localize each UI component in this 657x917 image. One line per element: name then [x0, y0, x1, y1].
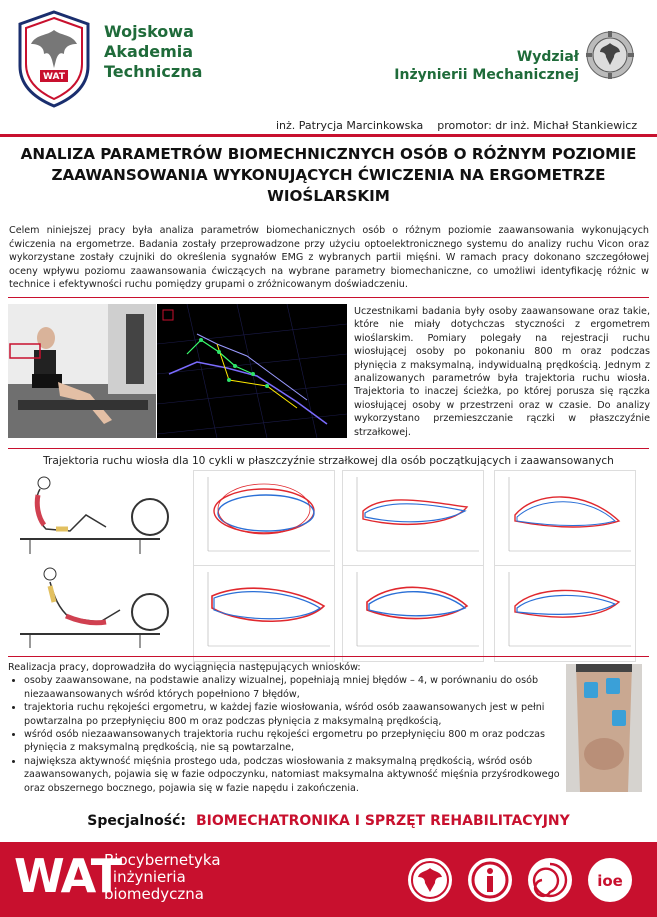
university-line: Wojskowa: [104, 22, 194, 41]
conclusion-item: • osoby zaawansowane, na podstawie analizy wizualnej, popełniają mniej błędów – 4, w porównaniu do osób niezaawansowanych wśród których popełniono 7 błędów,: [24, 674, 566, 701]
introduction-paragraph: Celem niniejszej pracy była analiza parametrów biomechanicznych osób o różnym poziomie zaawansowania wykonujących ćwiczenia na ergometrze. Badania zostały przeprowadzone przy użyciu optoelektronicznego systemu do analizy ruchu Vicon oraz wykorzystane zostały czujniki do określenia sygnałów EMG z wybranych partii mięśni. W ramach pracy dokonano szczegółowej oceny wpływu poziomu zaawansowania ćwiczących na wybrane parametry biomechaniczne, co umożliwi identyfikację różnic w technice i efektywności ruchu pomiędzy grupami o zróżnicowanym doświadczeniu.: [9, 225, 649, 291]
conclusions: [8, 661, 566, 795]
specialty-value: BIOMECHATRONIKA I SPRZĘT REHABILITACYJNY: [196, 813, 570, 829]
trajectory-plot: [494, 470, 636, 567]
rower-catch-illustration: [10, 469, 180, 559]
info-society-icon: [466, 856, 514, 904]
trajectory-plot: [342, 565, 484, 662]
trajectory-plot: [494, 565, 636, 662]
title-line: ANALIZA PARAMETRÓW BIOMECHNICZNYCH OSÓB O RÓŻNYM POZIOMIE: [20, 145, 637, 163]
trajectory-title: Trajektoria ruchu wiosła dla 10 cykli w płaszczyźnie strzałkowej dla osób początkujących i zaawansowanych: [43, 455, 614, 467]
department-line: Wydział: [516, 49, 579, 65]
university-line: Techniczna: [104, 62, 203, 81]
conclusions-lead: Realizacja pracy, doprowadziła do wyciągnięcia następujących wniosków:: [8, 662, 361, 673]
specialty-label: Specjalność:: [87, 813, 186, 829]
wat-logo-text: WAT: [43, 72, 65, 82]
authors: inż. Patrycja Marcinkowska promotor: dr inż. Michał Stankiewicz: [276, 119, 638, 132]
footer-line: Biocybernetyka: [104, 851, 221, 869]
title-line: WIOŚLARSKIM: [267, 187, 390, 205]
footer-line: biomedyczna: [104, 885, 204, 903]
conclusion-item: • największa aktywność mięśnia prostego uda, podczas wiosłowania z maksymalną prędkością, wśród osób zaawansowanych, pojawia się w fazie odpoczynku, natomiast maksymalna aktywność mięśnia przyśrodkowego oraz obszernego bocznego, pojawia się w fazie napędu i zakończenia.: [24, 755, 566, 795]
poster-title: [8, 144, 649, 207]
conclusion-item: • wśród osób niezaawansowanych trajektoria ruchu rękojeści ergometru po przepłynięciu 800 m oraz podczas płynięcia z maksymalną prędkością, nie są powtarzalne,: [24, 728, 566, 755]
rowing-photo: [8, 304, 156, 438]
section-divider: [8, 448, 649, 449]
conclusion-item: • trajektoria ruchu rękojeści ergometru, w każdej fazie wiosłowania, wśród osób zaawansowanych jest w pełni powtarzalna po przepłynięciu 800 m oraz podczas płynięcia z maksymalną prędkością,: [24, 701, 566, 728]
section-divider: [8, 656, 649, 657]
section-divider: [8, 297, 649, 298]
header-divider: [0, 134, 657, 137]
ioe-logo-text: ioe: [597, 872, 623, 890]
footer-line: i inżynieria: [104, 868, 186, 886]
wat-eagle-logo: [14, 8, 94, 108]
university-name: [104, 22, 202, 82]
ioe-logo-icon: [586, 856, 634, 904]
footer-program-name: [104, 852, 221, 903]
conclusions-list: [8, 674, 566, 795]
department-gear-logo: [585, 30, 635, 80]
specialty: [0, 813, 657, 829]
department-line: Inżynierii Mechanicznej: [394, 67, 579, 83]
trajectory-plot: [342, 470, 484, 567]
eagle-seal-icon: [406, 856, 454, 904]
wat-footer-logo: WAT: [14, 849, 121, 903]
title-line: ZAAWANSOWANIA WYKONUJĄCYCH ĆWICZENIA NA ERGOMETRZE: [51, 166, 606, 184]
trajectory-plot: [193, 470, 335, 567]
emg-sensor-photo: [566, 664, 642, 792]
university-line: Akademia: [104, 42, 194, 61]
method-paragraph: Uczestnikami badania były osoby zaawansowane oraz takie, które nie miały dotychczas styczności z ergometrem wioślarskim. Pomiary polegały na rejestracji ruchu wiosłującej osoby po pokonaniu 800 m oraz podczas płynięcia z maksymalną, indywidualną prędkością. Jednym z analizowanych parametrów była trajektoria ruchu wiosła. Trajektoria to inaczej ścieżka, po której porusza się rączka wiosłującej osoby w przestrzeni oraz w czasie. Do analizy wykorzystano przemieszczanie rączki w płaszczyźnie strzałkowej.: [354, 306, 650, 438]
rower-drive-illustration: [10, 562, 180, 652]
trajectory-plot: [193, 565, 335, 662]
vicon-3d-view: [157, 304, 347, 438]
department-name: [394, 48, 579, 84]
spiral-logo-icon: [526, 856, 574, 904]
